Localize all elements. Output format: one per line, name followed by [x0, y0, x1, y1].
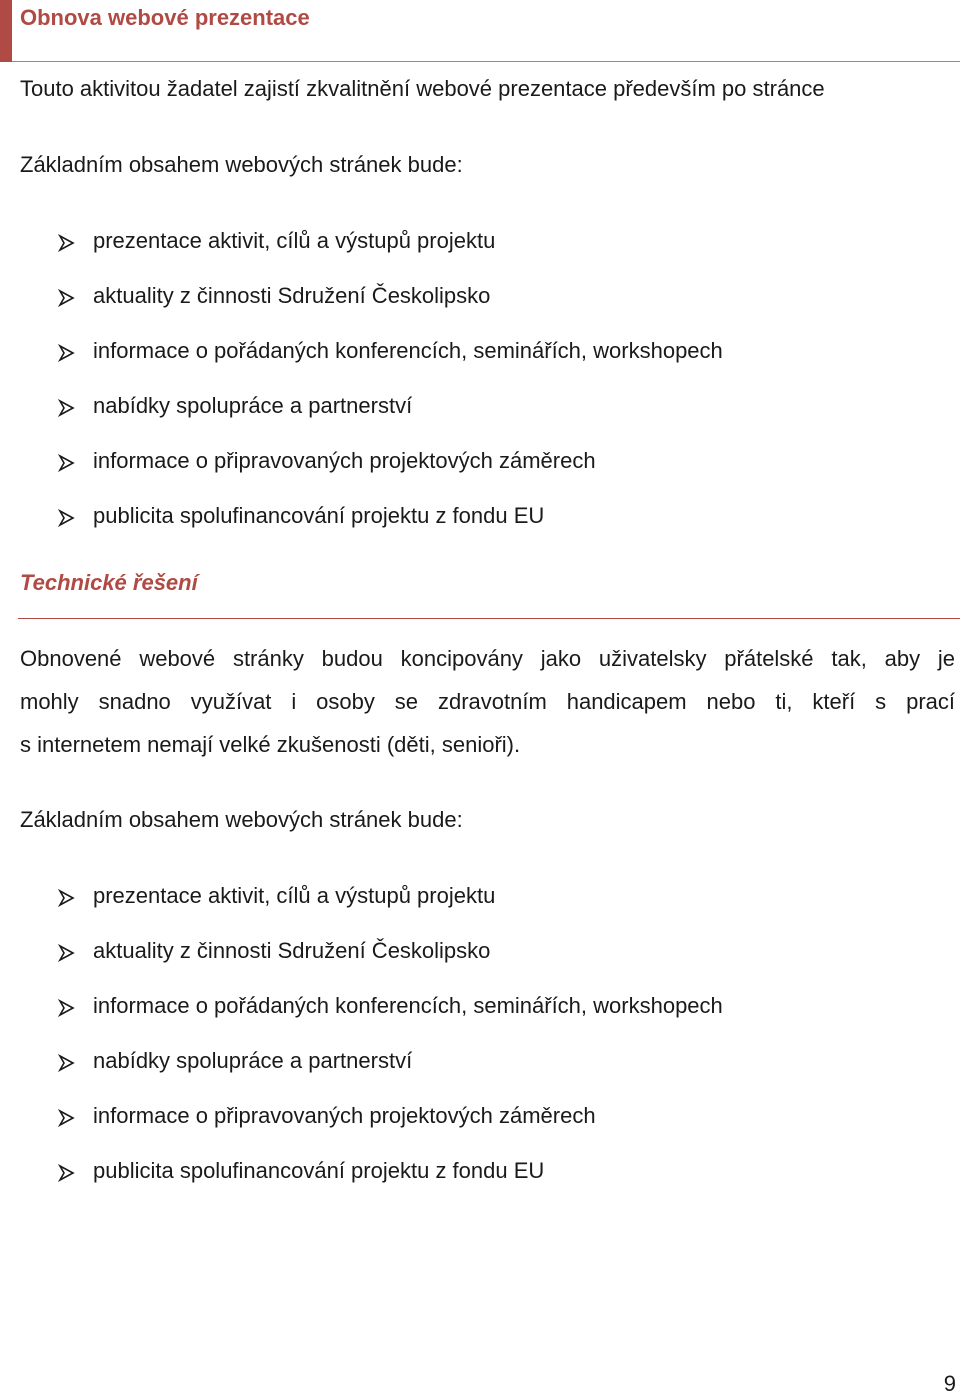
list-item-text: informace o pořádaných konferencích, seminářích, workshopech	[93, 338, 723, 363]
content-label-1: Základním obsahem webových stránek bude:	[20, 152, 463, 177]
heading-accent-bar	[0, 0, 12, 62]
arrow-bullet-icon	[58, 234, 76, 252]
list-item	[0, 227, 960, 257]
section-title: Obnova webové prezentace	[20, 5, 310, 30]
list-item	[0, 1102, 960, 1132]
technical-paragraph-line: s internetem nemají velké zkušenosti (děti, senioři).	[20, 732, 521, 757]
list-item-text: publicita spolufinancování projektu z fondu EU	[93, 503, 545, 528]
arrow-bullet-icon	[58, 344, 76, 362]
subsection-divider	[18, 618, 960, 619]
list-item-text: informace o připravovaných projektových záměrech	[93, 448, 596, 473]
list-item-text: prezentace aktivit, cílů a výstupů projektu	[93, 228, 496, 253]
list-item	[0, 392, 960, 422]
list-item-text: publicita spolufinancování projektu z fondu EU	[93, 1158, 545, 1183]
heading-divider	[12, 61, 960, 62]
list-item	[0, 282, 960, 312]
arrow-bullet-icon	[58, 509, 76, 527]
section-heading	[0, 0, 960, 62]
list-item-text: nabídky spolupráce a partnerství	[93, 393, 413, 418]
list-item	[0, 992, 960, 1022]
arrow-bullet-icon	[58, 944, 76, 962]
technical-paragraph-line: Obnovené webové stránky budou koncipovány jako uživatelsky přátelské tak, aby je	[20, 646, 955, 671]
arrow-bullet-icon	[58, 1054, 76, 1072]
list-item-text: informace o připravovaných projektových záměrech	[93, 1103, 596, 1128]
list-item	[0, 882, 960, 912]
arrow-bullet-icon	[58, 1109, 76, 1127]
list-item	[0, 337, 960, 367]
page-number: 9	[943, 1371, 956, 1396]
arrow-bullet-icon	[58, 399, 76, 417]
arrow-bullet-icon	[58, 454, 76, 472]
technical-paragraph-line: mohly snadno využívat i osoby se zdravotním handicapem nebo ti, kteří s prací	[20, 689, 955, 714]
arrow-bullet-icon	[58, 999, 76, 1017]
list-item	[0, 937, 960, 967]
arrow-bullet-icon	[58, 1164, 76, 1182]
content-label-2: Základním obsahem webových stránek bude:	[20, 807, 463, 832]
intro-paragraph: Touto aktivitou žadatel zajistí zkvalitnění webové prezentace především po stránce	[20, 76, 825, 101]
subsection-title: Technické řešení	[20, 570, 198, 595]
arrow-bullet-icon	[58, 289, 76, 307]
list-item-text: aktuality z činnosti Sdružení Českolipsko	[93, 283, 491, 308]
list-item-text: informace o pořádaných konferencích, seminářích, workshopech	[93, 993, 723, 1018]
list-item	[0, 1047, 960, 1077]
list-item	[0, 502, 960, 532]
list-item-text: aktuality z činnosti Sdružení Českolipsko	[93, 938, 491, 963]
list-item	[0, 447, 960, 477]
arrow-bullet-icon	[58, 889, 76, 907]
list-item	[0, 1157, 960, 1187]
list-item-text: prezentace aktivit, cílů a výstupů projektu	[93, 883, 496, 908]
list-item-text: nabídky spolupráce a partnerství	[93, 1048, 413, 1073]
